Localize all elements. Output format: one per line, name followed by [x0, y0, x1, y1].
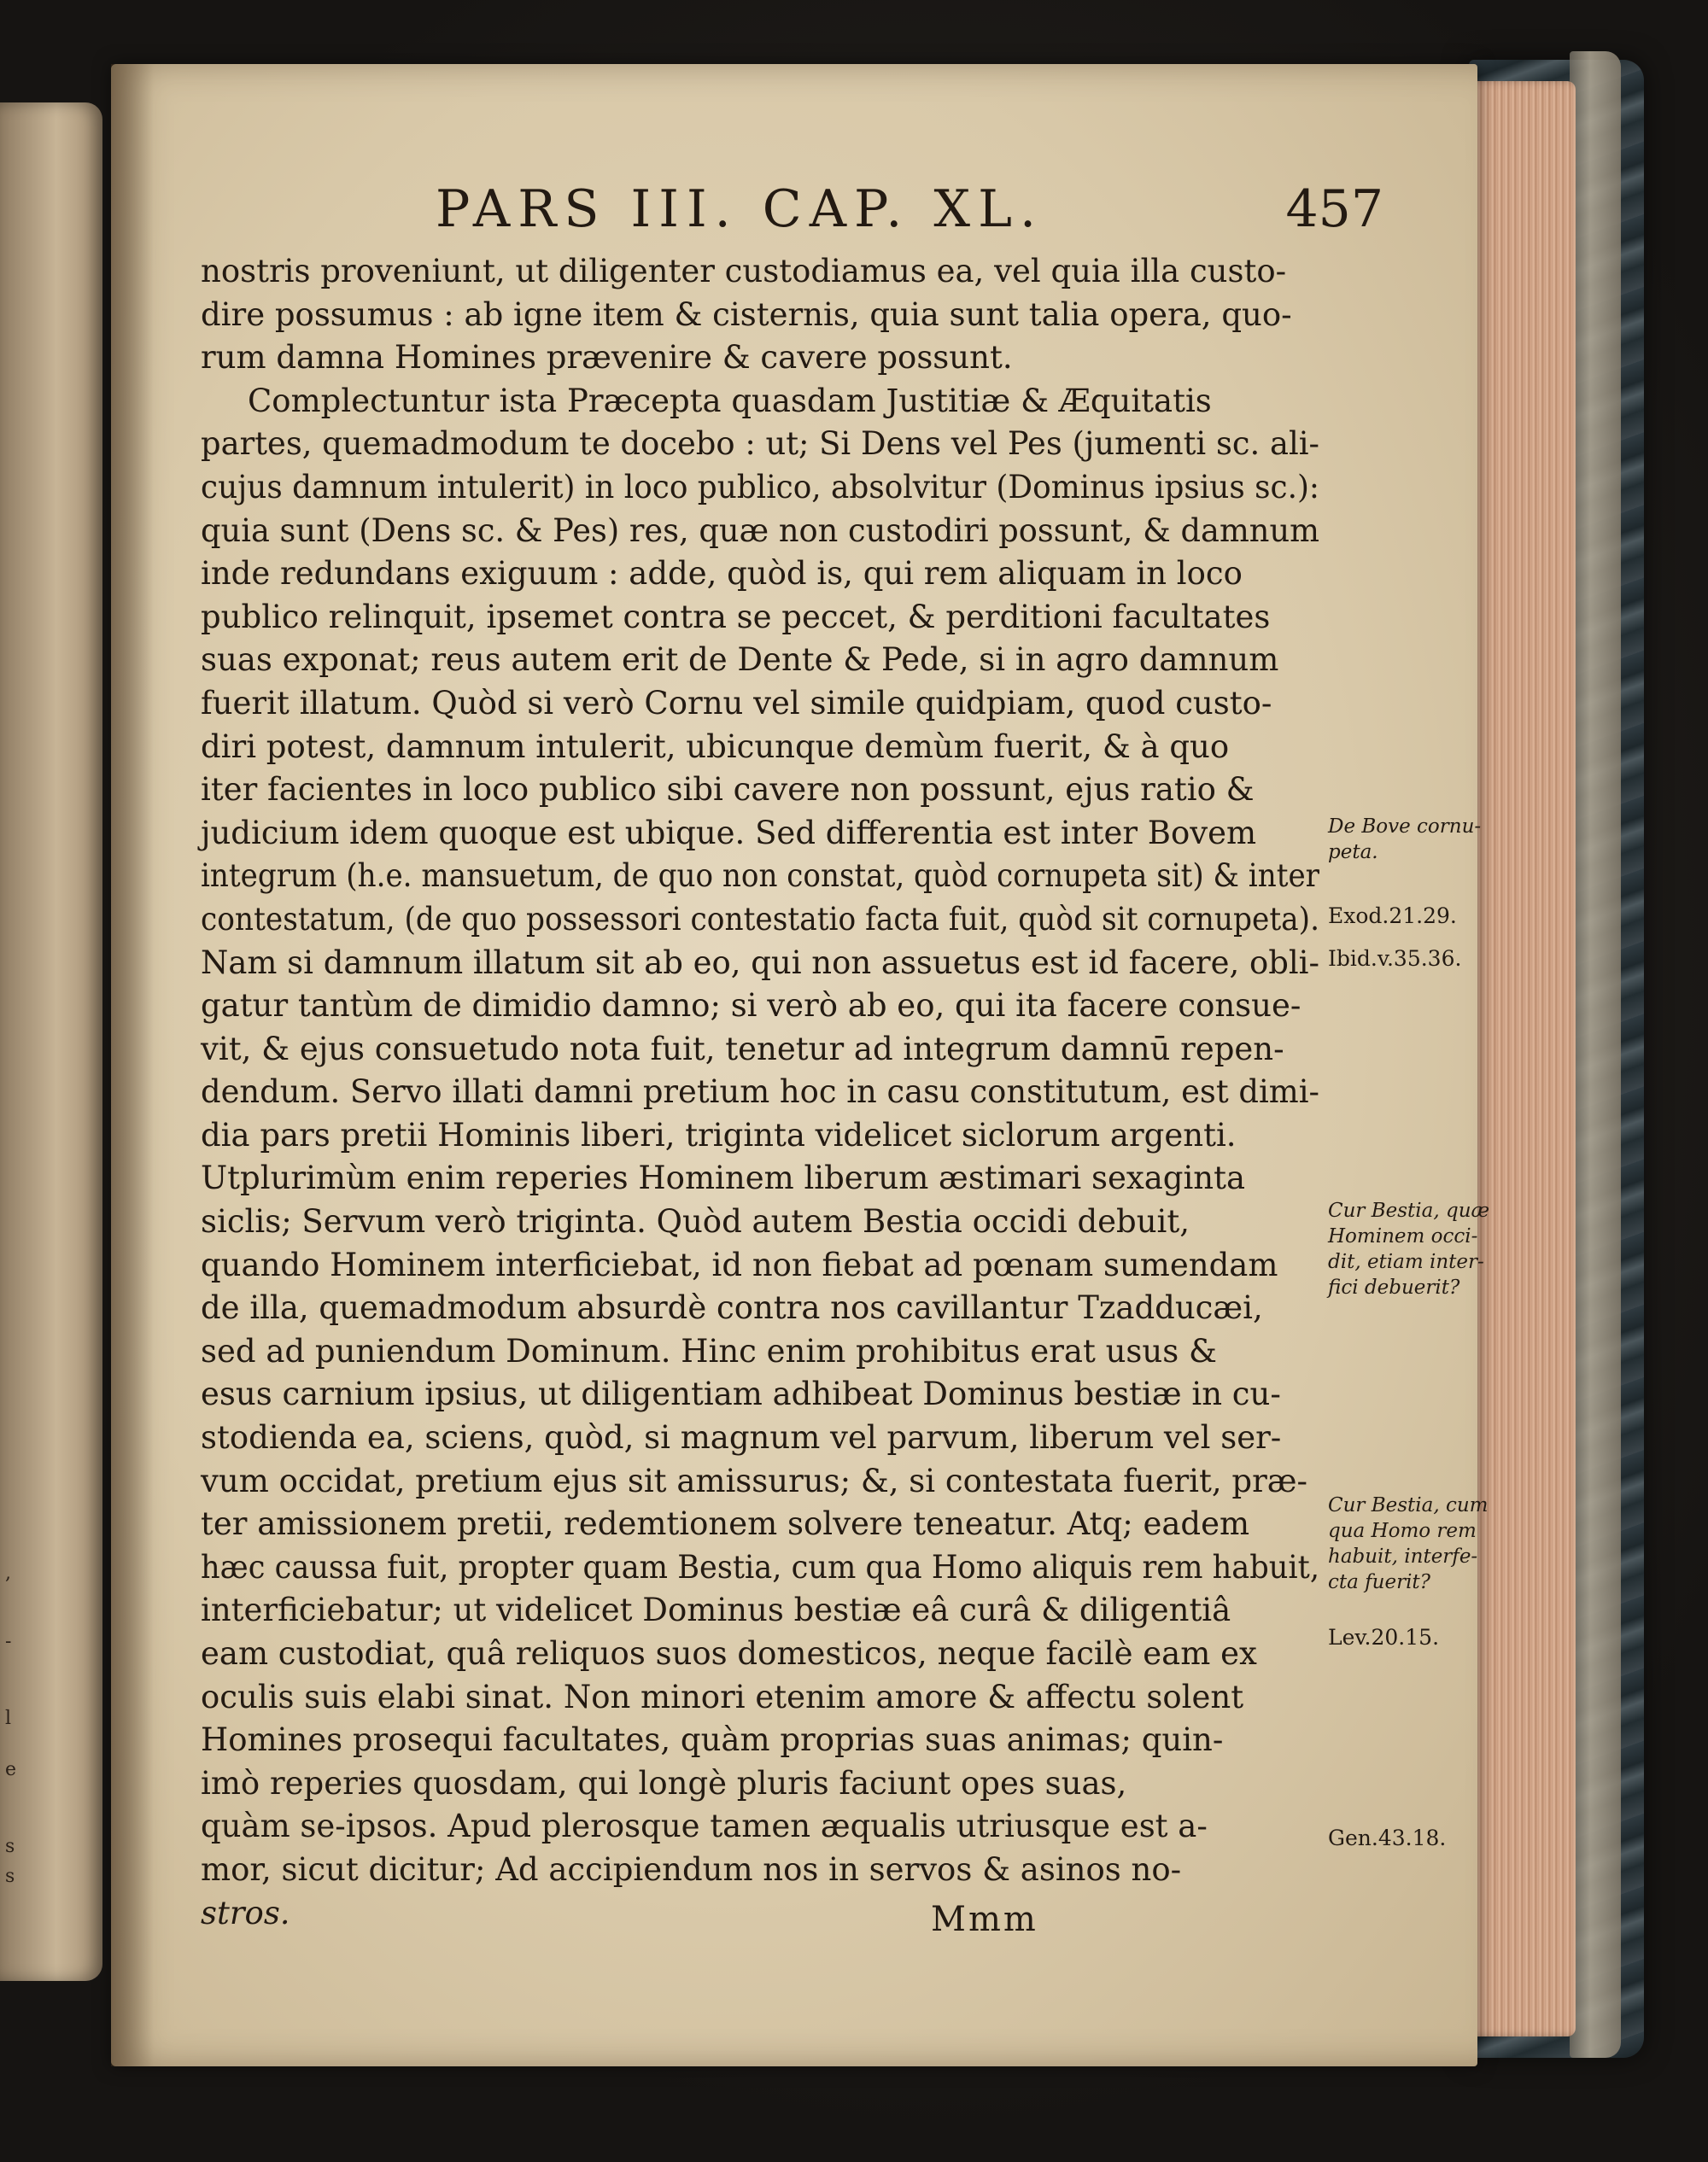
text-line-content: dendum. Servo illati damni pretium hoc in casu constitutum, est dimi-	[201, 1073, 1319, 1111]
text-line-content: rum damna Homines prævenire & cavere possunt.	[201, 339, 1013, 377]
text-line	[201, 1805, 1319, 1849]
text-line	[201, 1028, 1319, 1072]
text-line-content: iter facientes in loco publico sibi cavere non possunt, ejus ratio &	[201, 771, 1255, 809]
text-line-content: interficiebatur; ut videlicet Dominus bestiæ eâ curâ & diligentiâ	[201, 1592, 1231, 1629]
text-line-content: stodienda ea, sciens, quòd, si magnum vel parvum, liberum vel ser-	[201, 1419, 1282, 1457]
text-line-content: imò reperies quosdam, qui longè pluris faciunt opes suas,	[201, 1764, 1127, 1802]
text-line	[201, 596, 1319, 640]
margin-ref-gen: Gen.43.18.	[1328, 1826, 1447, 1850]
margin-note-line: qua Homo rem	[1328, 1520, 1477, 1542]
text-line	[201, 768, 1319, 812]
text-line	[201, 1114, 1319, 1158]
page-number: 457	[1285, 179, 1383, 239]
text-line-content: oculis suis elabi sinat. Non minori etenim amore & affectu solent	[201, 1678, 1244, 1715]
left-page-mark: e	[5, 1759, 17, 1780]
text-line-content: judicium idem quoque est ubique. Sed differentia est inter Bovem	[201, 814, 1257, 851]
text-line	[201, 1201, 1319, 1244]
margin-note-line: Cur Bestia, quæ	[1328, 1200, 1490, 1222]
text-line-content: partes, quemadmodum te docebo : ut; Si Dens vel Pes (jumenti sc. ali-	[201, 425, 1319, 463]
left-page-mark: s	[5, 1866, 15, 1887]
text-line	[201, 380, 1319, 424]
text-line	[201, 1762, 1319, 1806]
text-line	[201, 423, 1319, 466]
margin-note-line: Cur Bestia, cum	[1328, 1494, 1489, 1516]
text-line-content: siclis; Servum verò triginta. Quòd autem Bestia occidi debuit,	[201, 1203, 1190, 1241]
text-line	[201, 898, 1319, 942]
text-line-content: Utplurimùm enim reperies Hominem liberum æstimari sexaginta	[201, 1160, 1246, 1197]
text-line-content: publico relinquit, ipsemet contra se peccet, & perditioni facultates	[201, 598, 1271, 635]
text-line-content: sed ad puniendum Dominum. Hinc enim prohibitus erat usus &	[201, 1332, 1217, 1370]
margin-ref-ibid: Ibid.v.35.36.	[1328, 946, 1462, 971]
text-line-content: ter amissionem pretii, redemtionem solvere teneatur. Atq; eadem	[201, 1505, 1250, 1543]
margin-note-line: fici debuerit?	[1328, 1277, 1460, 1299]
margin-note-line: peta.	[1328, 841, 1378, 863]
text-line-content: gatur tantùm de dimidio damno; si verò ab eo, qui ita facere consue-	[201, 987, 1301, 1025]
text-line	[201, 812, 1319, 856]
left-page-mark: s	[5, 1836, 15, 1857]
text-line	[201, 466, 1319, 510]
margin-note-line: cta fuerit?	[1328, 1571, 1431, 1593]
left-page-mark: -	[5, 1631, 12, 1652]
text-line	[201, 855, 1319, 898]
left-page-mark: ,	[5, 1563, 11, 1584]
page-gutter-shadow	[111, 64, 154, 2066]
text-line	[201, 1849, 1319, 1892]
text-line	[201, 1071, 1319, 1114]
text-line-content: Complectuntur ista Præcepta quasdam Justitiæ & Æquitatis	[248, 382, 1212, 419]
text-line	[201, 1719, 1319, 1762]
text-line	[201, 1157, 1319, 1201]
text-line-content: vum occidat, pretium ejus sit amissurus; &, si contestata fuerit, præ-	[201, 1462, 1308, 1499]
left-page-edge	[0, 102, 102, 1981]
text-line	[201, 1633, 1319, 1676]
text-line	[201, 1503, 1319, 1546]
text-line	[201, 682, 1319, 726]
margin-note-line: De Bove cornu-	[1328, 815, 1482, 838]
running-head	[436, 179, 1383, 256]
header-title: PARS III. CAP. XL.	[436, 179, 1044, 239]
text-line	[201, 250, 1319, 294]
text-line	[201, 510, 1319, 553]
text-line	[201, 1330, 1319, 1374]
text-line	[201, 639, 1319, 682]
text-line-content: quàm se-ipsos. Apud plerosque tamen æqualis utriusque est a-	[201, 1808, 1208, 1845]
text-line-content: nostris proveniunt, ut diligenter custodiamus ea, vel quia illa custo-	[201, 253, 1287, 289]
left-page-mark: l	[5, 1708, 12, 1729]
text-line-content: dire possumus : ab igne item & cisternis, quia sunt talia opera, quo-	[201, 295, 1292, 333]
cover-edge	[1570, 51, 1621, 2058]
margin-ref-lev: Lev.20.15.	[1328, 1625, 1440, 1650]
book-page	[111, 64, 1490, 2066]
text-line-content: stros.	[201, 1894, 290, 1931]
text-line	[201, 1892, 1319, 1936]
text-line	[201, 985, 1319, 1028]
text-line	[201, 1676, 1319, 1720]
text-line-content: contestatum, (de quo possessori contestatio facta fuit, quòd sit cornupeta).	[201, 900, 1319, 938]
text-line-content: integrum (h.e. mansuetum, de quo non constat, quòd cornupeta sit) & inter	[201, 857, 1319, 895]
text-line	[201, 336, 1319, 380]
text-line	[201, 1460, 1319, 1504]
text-line	[201, 1287, 1319, 1330]
text-line-content: Nam si damnum illatum sit ab eo, qui non assuetus est id facere, obli-	[201, 944, 1319, 981]
text-line	[201, 1373, 1319, 1417]
margin-note-bestia-cum	[1328, 1493, 1488, 1595]
text-line-content: suas exponat; reus autem erit de Dente & Pede, si in agro damnum	[201, 641, 1279, 679]
text-line-content: quando Hominem interficiebat, id non fiebat ad pœnam sumendam	[201, 1246, 1278, 1283]
text-line-content: Homines prosequi facultates, quàm proprias suas animas; quin-	[201, 1721, 1224, 1759]
margin-note-line: habuit, interfe-	[1328, 1546, 1478, 1568]
text-line-content: quia sunt (Dens sc. & Pes) res, quæ non custodiri possunt, & damnum	[201, 511, 1319, 549]
margin-note-line: dit, etiam inter-	[1328, 1251, 1484, 1273]
text-line	[201, 1417, 1319, 1460]
text-line-content: fuerit illatum. Quòd si verò Cornu vel simile quidpiam, quod custo-	[201, 684, 1272, 722]
text-line	[201, 1546, 1319, 1590]
catchword: Mmm	[931, 1900, 1038, 1939]
margin-note-line: Hominem occi-	[1328, 1225, 1478, 1248]
text-line	[201, 552, 1319, 596]
body-text	[201, 250, 1319, 1935]
text-line	[201, 294, 1319, 337]
text-line	[201, 942, 1319, 985]
text-line-content: vit, & ejus consuetudo nota fuit, tenetur ad integrum damnū repen-	[201, 1030, 1284, 1067]
text-line-content: diri potest, damnum intulerit, ubicunque demùm fuerit, & à quo	[201, 727, 1230, 765]
text-line-content: de illa, quemadmodum absurdè contra nos cavillantur Tzadducæi,	[201, 1289, 1263, 1327]
text-line-content: dia pars pretii Hominis liberi, triginta videlicet siclorum argenti.	[201, 1116, 1237, 1154]
text-line	[201, 726, 1319, 769]
margin-ref-exod: Exod.21.29.	[1328, 903, 1457, 928]
text-line-content: mor, sicut dicitur; Ad accipiendum nos in servos & asinos no-	[201, 1850, 1182, 1888]
text-line-content: hæc caussa fuit, propter quam Bestia, cum qua Homo aliquis rem habuit,	[201, 1548, 1319, 1586]
text-line-content: inde redundans exiguum : adde, quòd is, qui rem aliquam in loco	[201, 555, 1243, 593]
margin-note-bove	[1328, 814, 1481, 865]
text-line-content: cujus damnum intulerit) in loco publico, absolvitur (Dominus ipsius sc.):	[201, 468, 1319, 505]
text-line-content: eam custodiat, quâ reliquos suos domesticos, neque facilè eam ex	[201, 1635, 1257, 1672]
text-line	[201, 1244, 1319, 1288]
text-line	[201, 1589, 1319, 1633]
margin-note-bestia-hominem	[1328, 1198, 1489, 1300]
text-line-content: esus carnium ipsius, ut diligentiam adhibeat Dominus bestiæ in cu-	[201, 1376, 1281, 1413]
